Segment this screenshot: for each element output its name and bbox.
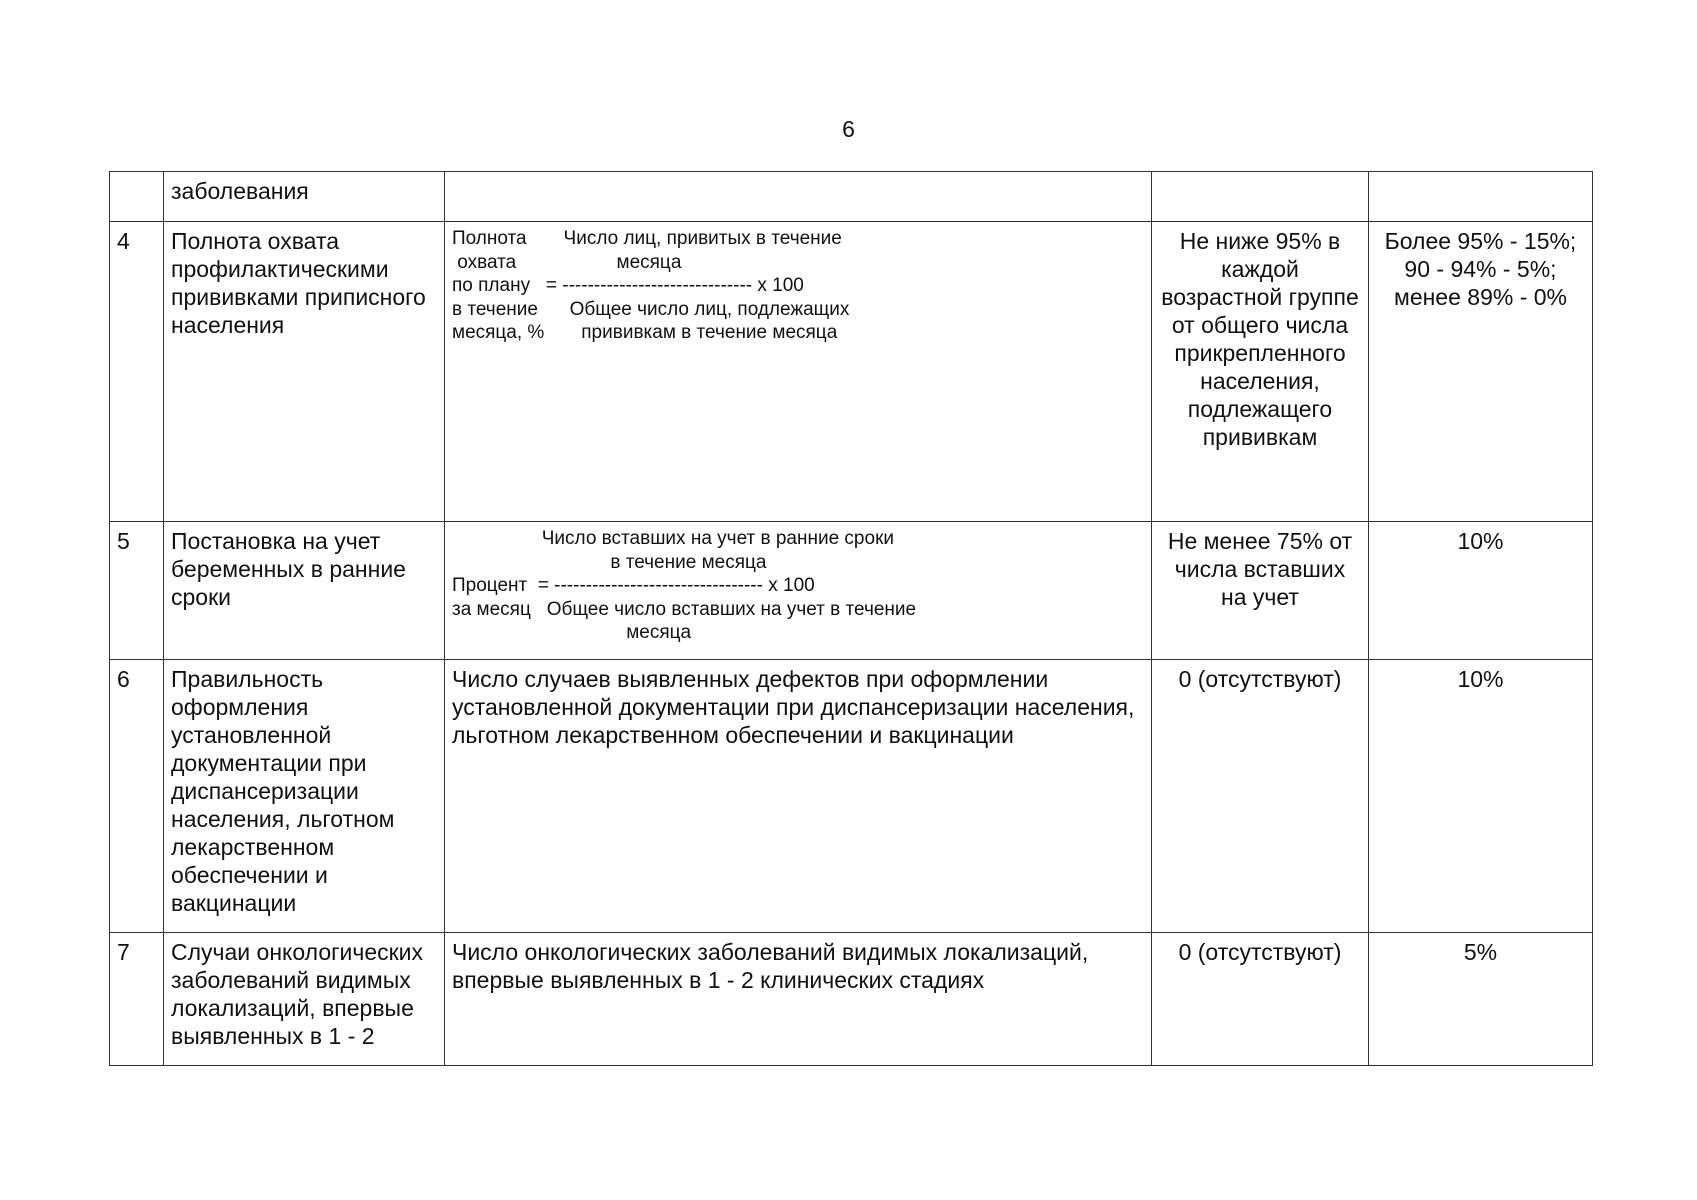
criterion-name: Постановка на учет беременных в ранние сроки (164, 522, 445, 660)
row-number: 4 (110, 222, 164, 522)
criterion-norm: 0 (отсутствуют) (1152, 933, 1369, 1066)
row-number: 5 (110, 522, 164, 660)
criterion-formula (445, 172, 1152, 222)
row-number (110, 172, 164, 222)
table-row (110, 933, 1593, 1066)
criterion-formula: Число онкологических заболеваний видимых локализаций, впервые выявленных в 1 - 2 клинических стадиях (445, 933, 1152, 1066)
criterion-name: Полнота охвата профилактическими прививками приписного населения (164, 222, 445, 522)
criterion-weight: 5% (1369, 933, 1593, 1066)
table-row (110, 522, 1593, 660)
row-number: 6 (110, 660, 164, 933)
criterion-norm: Не ниже 95% в каждой возрастной группе от общего числа прикрепленного населения, подлежащего прививкам (1152, 222, 1369, 522)
criterion-norm: Не менее 75% от числа вставших на учет (1152, 522, 1369, 660)
table-row (110, 222, 1593, 522)
pregnancy-formula: Число вставших на учет в ранние сроки в течение месяца Процент = --------------------------------- x 100 за месяц Общее число вставших на учет в течение месяца (452, 528, 917, 643)
page-number: 6 (842, 116, 855, 142)
table-row (110, 660, 1593, 933)
criterion-weight (1369, 172, 1593, 222)
criterion-weight: 10% (1369, 522, 1593, 660)
criteria-table (109, 171, 1593, 1066)
criterion-weight: 10% (1369, 660, 1593, 933)
table-row (110, 172, 1593, 222)
criterion-formula (445, 222, 1152, 522)
criterion-norm: 0 (отсутствуют) (1152, 660, 1369, 933)
criterion-name: Случаи онкологических заболеваний видимых локализаций, впервые выявленных в 1 - 2 (164, 933, 445, 1066)
coverage-formula: Полнота Число лиц, привитых в течение охвата месяца по плану = ------------------------------ x 100 в течение Общее число лиц, подлежащих месяца, % прививкам в течение месяца (452, 228, 850, 343)
criterion-name: Правильность оформления установленной документации при диспансеризации населения, льготном лекарственном обеспечении и вакцинации (164, 660, 445, 933)
criterion-norm (1152, 172, 1369, 222)
criterion-name: заболевания (164, 172, 445, 222)
criterion-formula (445, 522, 1152, 660)
criterion-weight: Более 95% - 15%; 90 - 94% - 5%; менее 89% - 0% (1369, 222, 1593, 522)
criterion-formula: Число случаев выявленных дефектов при оформлении установленной документации при диспансеризации населения, льготном лекарственном обеспечении и вакцинации (445, 660, 1152, 933)
row-number: 7 (110, 933, 164, 1066)
